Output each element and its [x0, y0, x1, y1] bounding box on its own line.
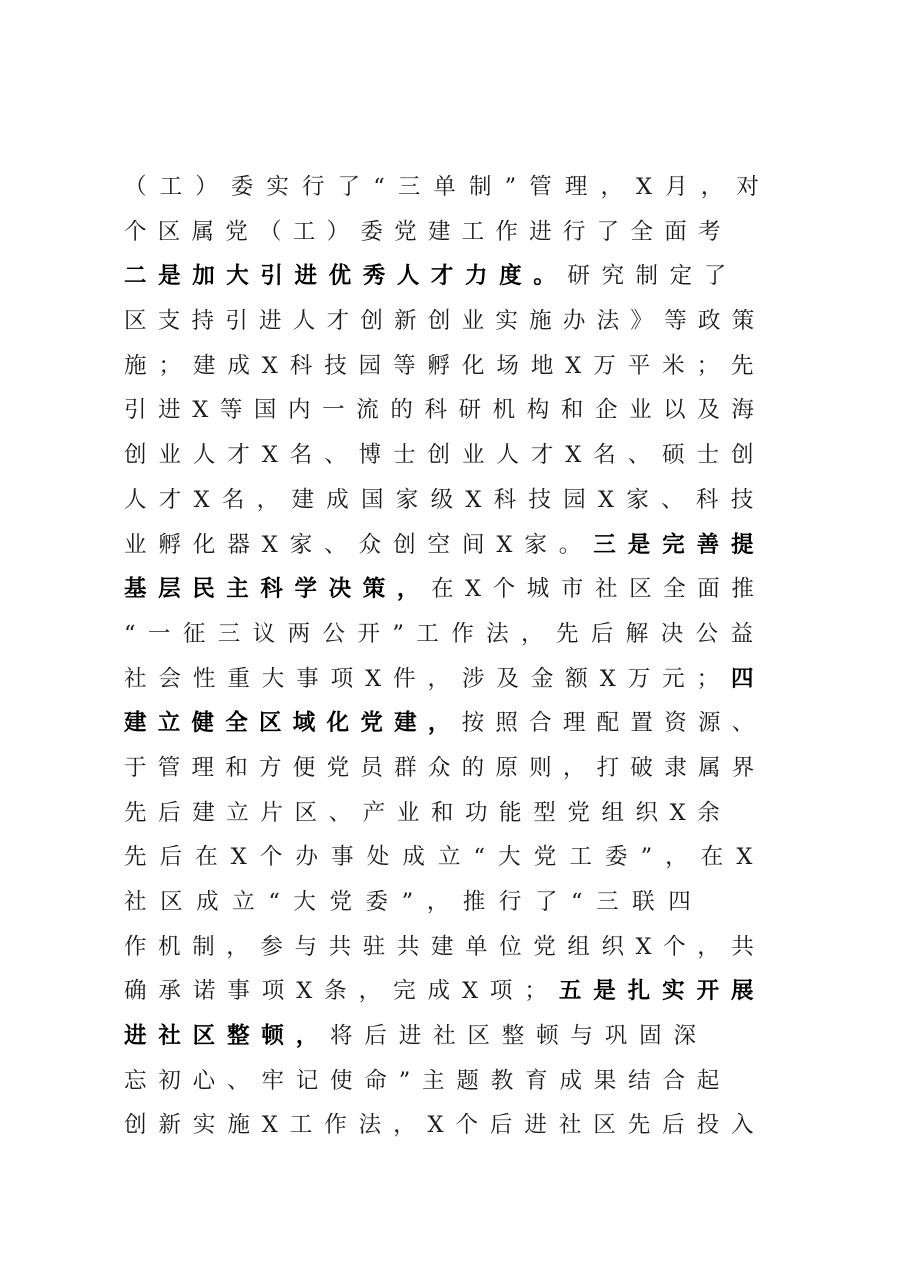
text-run: 忘初心、牢记使命”主题教育成果结合起 — [124, 1067, 732, 1094]
text-run: 作机制，参与共驻共建单位党组织X个，共 — [124, 933, 766, 960]
text-run: 社区成立“大党委”，推行了“三联四 — [124, 889, 705, 915]
text-line — [124, 567, 788, 612]
text-run: 引进X等国内一流的科研机构和企业以及海 — [124, 397, 766, 424]
text-line — [124, 1014, 788, 1059]
bold-heading-run: 四 — [731, 665, 766, 692]
text-run: “一征三议两公开”工作法，先后解决公益 — [124, 620, 766, 647]
text-line — [124, 523, 788, 568]
text-line — [124, 254, 788, 299]
text-run: 个区属党（工）委党建工作进行了全面考 — [124, 218, 732, 245]
text-line — [124, 478, 788, 523]
text-line — [124, 746, 788, 791]
text-run: 先后在X个办事处成立“大党工委”，在X — [124, 844, 766, 871]
bold-heading-run: 基层民主科学决策， — [124, 576, 431, 603]
text-run: 将后进社区整顿与巩固深 — [330, 1023, 708, 1050]
text-line — [124, 210, 788, 255]
bold-heading-run: 五是扎实开展 — [558, 978, 766, 1005]
text-run: 先后建立片区、产业和功能型党组织X余 — [124, 799, 732, 826]
bold-heading-run: 三是完善提 — [593, 531, 766, 558]
text-line — [124, 1059, 788, 1104]
bold-heading-run: 进社区整顿， — [124, 1023, 331, 1050]
text-line — [124, 344, 788, 389]
text-run: 确承诺事项X条，完成X项； — [124, 978, 559, 1005]
text-run: 按照合理配置资源、 — [461, 710, 766, 737]
body-text — [124, 165, 788, 1148]
text-line — [124, 165, 788, 210]
text-run: 社会性重大事项X件，涉及金额X万元； — [124, 665, 732, 692]
text-line — [124, 433, 788, 478]
text-line — [124, 791, 788, 836]
text-line — [124, 299, 788, 344]
text-run: 创新实施X工作法，X个后进社区先后投入 — [124, 1112, 766, 1139]
text-line — [124, 969, 788, 1014]
text-line — [124, 925, 788, 970]
text-line — [124, 701, 788, 746]
text-run: 于管理和方便党员群众的原则，打破隶属界 — [124, 754, 766, 781]
text-run: 研究制定了 — [567, 263, 738, 290]
text-line — [124, 388, 788, 433]
text-run: 业孵化器X家、众创空间X家。 — [124, 531, 594, 558]
text-line — [124, 1103, 788, 1148]
text-line — [124, 835, 788, 880]
text-run: 在X个城市社区全面推 — [430, 576, 766, 603]
bold-heading-run: 二是加大引进优秀人才力度。 — [124, 263, 568, 290]
text-line — [124, 612, 788, 657]
text-run: 区支持引进人才创新创业实施办法》等政策 — [124, 308, 766, 335]
text-run: 人才X名，建成国家级X科技园X家、科技 — [124, 486, 766, 513]
text-run: （工）委实行了“三单制”管理，X月，对 — [124, 174, 772, 200]
text-run: 施；建成X科技园等孵化场地X万平米；先 — [124, 352, 766, 379]
text-run: 创业人才X名、博士创业人才X名、硕士创 — [124, 442, 766, 469]
bold-heading-run: 建立健全区域化党建， — [124, 710, 462, 737]
text-line — [124, 880, 788, 925]
text-line — [124, 657, 788, 702]
